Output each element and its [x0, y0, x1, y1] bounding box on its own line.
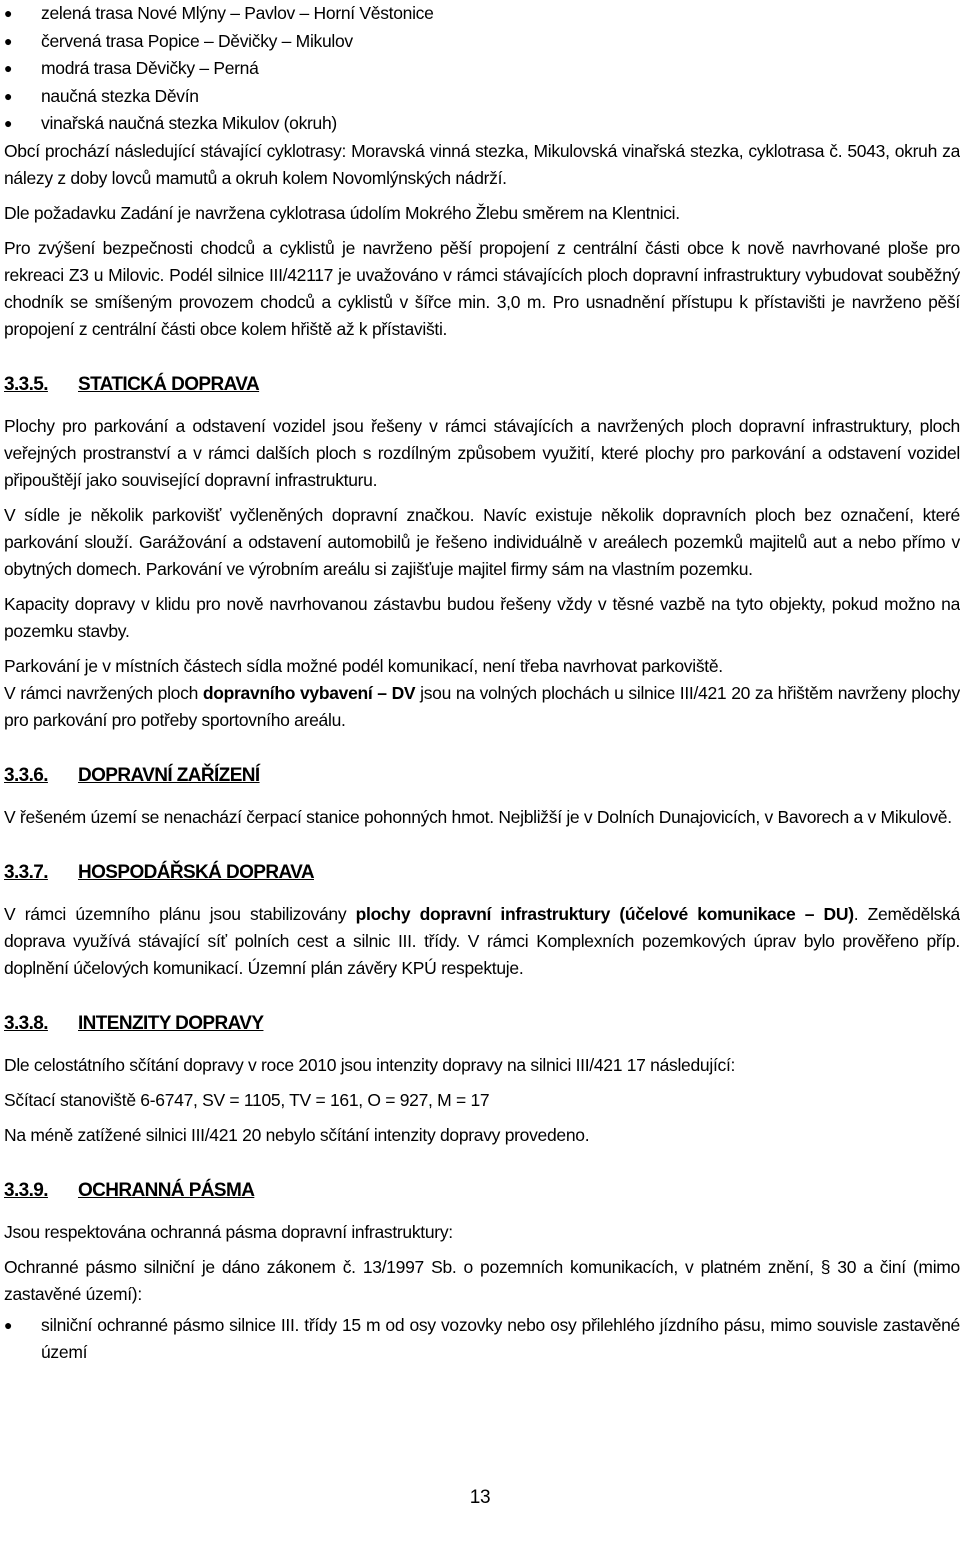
section-heading-hospodarska-doprava [4, 859, 960, 887]
list-item: ● červená trasa Popice – Děvičky – Mikulov [4, 28, 960, 56]
paragraph-dv [4, 680, 960, 734]
paragraph-counting-station: Sčítací stanoviště 6-6747, SV = 1105, TV = 161, O = 927, M = 17 [4, 1089, 490, 1110]
paragraph: Plochy pro parkování a odstavení vozidel jsou řešeny v rámci stávajících a navržených ploch dopravní infrastruktury, ploch veřejných prostranství a v rámci dalších ploch s rozdílným způsobem využití, které plochy pro parkování a odstavení vozidel připouštějí jako související dopravní infrastrukturu. [4, 415, 960, 490]
list-item: ● modrá trasa Děvičky – Perná [4, 55, 960, 83]
paragraph: V sídle je několik parkovišť vyčleněných dopravní značkou. Navíc existuje několik dopravních ploch bez označení, které parkování slouží. Garážování a odstavení automobilů je řešeno individuálně v areálech pozemků majitelů aut a nebo přímo v obytných domech. Parkování ve výrobním areálu si zajišťuje majitel firmy sám na vlastním pozemku. [4, 504, 960, 579]
paragraph: Dle celostátního sčítání dopravy v roce 2010 jsou intenzity dopravy na silnici III/421 17 následující: [4, 1054, 736, 1075]
list-item: ● zelená trasa Nové Mlýny – Pavlov – Horní Věstonice [4, 0, 960, 28]
section-number: 3.3.5. [4, 373, 48, 395]
paragraph-cyklotrasy: Obcí prochází následující stávající cyklotrasy: Moravská vinná stezka, Mikulovská vinařská stezka, cyklotrasa č. 5043, okruh za nálezy z doby lovců mamutů a okruh kolem Novomlýnských nádrží. [4, 140, 960, 188]
section-heading-intenzity-dopravy [4, 1010, 960, 1038]
page-number: 13 [469, 1487, 491, 1508]
paragraph: Ochranné pásmo silniční je dáno zákonem č. 13/1997 Sb. o pozemních komunikacích, v platném znění, § 30 a činí (mimo zastavěné území): [4, 1256, 960, 1304]
text-segment: . Zemědělská doprava využívá stávající síť polních cest a silnic III. třídy. V rámci Komplexních pozemkových úprav bylo prověřeno příp. doplnění účelových komunikací. Územní plán závěry KPÚ respektuje. [4, 903, 960, 978]
section-title: INTENZITY DOPRAVY [78, 1012, 264, 1034]
text-segment: V rámci navržených ploch [4, 682, 203, 703]
section-heading-ochranna-pasma [4, 1177, 960, 1205]
section-number: 3.3.6. [4, 764, 48, 786]
paragraph: V řešeném území se nenachází čerpací stanice pohonných hmot. Nejbližší je v Dolních Dunajovicích, v Bavorech a v Mikulově. [4, 806, 952, 827]
paragraph-bezpecnost: Pro zvýšení bezpečnosti chodců a cyklistů je navrženo pěší propojení z centrální části obce k nově navrhované ploše pro rekreaci Z3 u Milovic. Podél silnice III/42117 je uvažováno v rámci stávajících ploch dopravní infrastruktury vybudovat souběžný chodník se smíšeným provozem chodců a cyklistů v šířce min. 3,0 m. Pro usnadnění přístupu k přístavišti je navrženo pěší propojení z centrální části obce kolem hřiště až k přístavišti. [4, 237, 960, 339]
list-item: ● vinařská naučná stezka Mikulov (okruh) [4, 110, 960, 138]
bold-term: plochy dopravní infrastruktury (účelové komunikace – DU) [355, 903, 854, 924]
text-segment: jsou na volných plochách u silnice III/421 20 za hřištěm navrženy plochy pro parkování pro potřeby sportovního areálu. [4, 682, 960, 730]
route-list [4, 0, 960, 138]
section-heading-dopravni-zarizeni [4, 762, 960, 790]
section-heading-staticka-doprava [4, 371, 960, 399]
protection-zone-list [4, 1312, 960, 1366]
list-item: ● silniční ochranné pásmo silnice III. třídy 15 m od osy vozovky nebo osy přilehlého jízdního pásu, mimo souvisle zastavěné území [4, 1312, 960, 1366]
list-item: ● naučná stezka Děvín [4, 83, 960, 111]
paragraph: Na méně zatížené silnici III/421 20 nebylo sčítání intenzity dopravy provedeno. [4, 1124, 590, 1145]
paragraph: Parkování je v místních částech sídla možné podél komunikací, není třeba navrhovat parkoviště. [4, 655, 723, 676]
paragraph: Kapacity dopravy v klidu pro nově navrhovanou zástavbu budou řešeny vždy v těsné vazbě na tyto objekty, pokud možno na pozemku stavby. [4, 593, 960, 641]
paragraph: Jsou respektována ochranná pásma dopravní infrastruktury: [4, 1221, 453, 1242]
section-number: 3.3.8. [4, 1012, 48, 1034]
section-title: STATICKÁ DOPRAVA [78, 373, 260, 395]
bold-term: dopravního vybavení – DV [202, 682, 416, 703]
section-number: 3.3.7. [4, 861, 48, 883]
section-title: HOSPODÁŘSKÁ DOPRAVA [78, 861, 314, 883]
text-segment: V rámci územního plánu jsou stabilizovány [4, 903, 356, 924]
section-number: 3.3.9. [4, 1179, 48, 1201]
section-title: DOPRAVNÍ ZAŘÍZENÍ [78, 764, 260, 786]
paragraph-du [4, 901, 960, 982]
section-title: OCHRANNÁ PÁSMA [78, 1179, 255, 1201]
paragraph-zadani: Dle požadavku Zadání je navržena cyklotrasa údolím Mokrého Žlebu směrem na Klentnici. [4, 202, 680, 223]
